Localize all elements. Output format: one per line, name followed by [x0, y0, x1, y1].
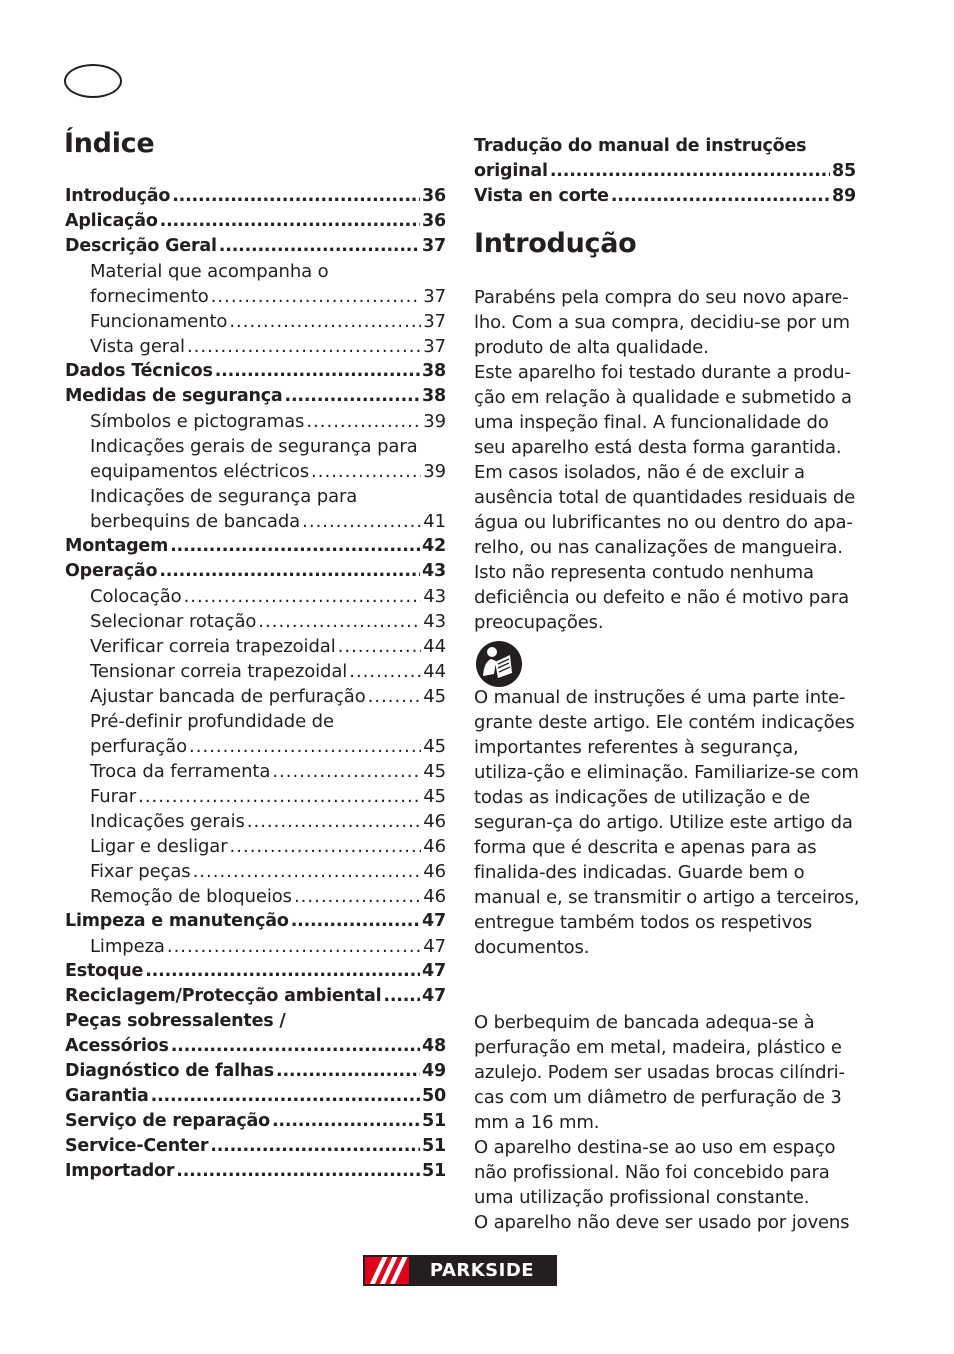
toc-entry-label: Garantia: [65, 1086, 149, 1106]
toc-entry: [474, 184, 856, 209]
toc-entry-page: 47: [422, 961, 446, 981]
toc-leader: [294, 884, 421, 909]
toc-entry-page: 38: [422, 386, 446, 406]
toc-leader: [230, 834, 422, 859]
toc-entry-label: Serviço de reparação: [65, 1111, 270, 1131]
toc-leader: [311, 459, 421, 484]
toc-leader: [160, 209, 420, 234]
toc-leader: [215, 359, 420, 384]
application-paragraph-3: O aparelho não deve ser usado por jovens: [474, 1212, 850, 1233]
toc-entry-page: 37: [423, 311, 446, 332]
toc-entry: [65, 1134, 446, 1159]
table-of-contents-continued: [474, 134, 856, 209]
toc-entry-label: Limpeza: [90, 936, 165, 957]
intro-text: [474, 285, 860, 635]
toc-entry-page: 38: [422, 361, 446, 381]
toc-entry-label: Vista en corte: [474, 186, 609, 206]
index-title: Índice: [64, 128, 155, 159]
toc-leader: [229, 309, 421, 334]
toc-entry: [474, 159, 856, 184]
toc-entry-page: 47: [423, 936, 446, 957]
toc-entry-page: 46: [423, 836, 446, 857]
toc-entry-label: Símbolos e pictogramas: [90, 411, 305, 432]
toc-entry: [65, 309, 446, 334]
toc-leader: [383, 984, 420, 1009]
toc-leader: [611, 184, 830, 209]
toc-entry-label: Fixar peças: [90, 861, 191, 882]
toc-leader: [187, 334, 421, 359]
toc-leader: [171, 1034, 420, 1059]
toc-entry: [65, 559, 446, 584]
toc-entry: [65, 909, 446, 934]
toc-leader: [368, 684, 422, 709]
toc-entry-page: 51: [422, 1136, 446, 1156]
toc-entry: [65, 684, 446, 709]
toc-entry-label: fornecimento: [90, 286, 209, 307]
toc-entry: [65, 884, 446, 909]
toc-entry-label: Material que acompanha o: [90, 261, 329, 282]
toc-entry: [65, 434, 446, 459]
toc-entry-label: Pré-definir profundidade de: [90, 711, 334, 732]
toc-entry-label: Peças sobressalentes /: [65, 1011, 286, 1031]
toc-entry-page: 36: [422, 186, 446, 206]
toc-leader: [211, 284, 422, 309]
toc-entry-label: Colocação: [90, 586, 182, 607]
toc-leader: [349, 659, 421, 684]
table-of-contents: [65, 184, 446, 1184]
toc-entry-page: 50: [422, 1086, 446, 1106]
language-badge: [64, 64, 122, 98]
application-paragraph-2: O aparelho destina-se ao uso em espaço não profissional. Não foi concebido para uma utilização profissional constante.: [474, 1137, 836, 1208]
toc-entry-label: Indicações gerais: [90, 811, 245, 832]
toc-leader: [193, 859, 422, 884]
toc-leader: [272, 1109, 420, 1134]
toc-entry: [65, 409, 446, 434]
toc-leader: [306, 409, 421, 434]
toc-entry-page: 42: [422, 536, 446, 556]
toc-leader: [302, 509, 421, 534]
toc-leader: [338, 634, 422, 659]
toc-entry: [65, 609, 446, 634]
intro-paragraph-2: Este aparelho foi testado durante a produ-ção em relação à qualidade e submetido a uma inspeção final. A funcionalidade do seu aparelho está desta forma garantida. Em casos isolados, não é de excluir a ausência total de quantidades residuais de água ou lubrificantes no ou dentro do apa-relho, ou nas canalizações de mangueira. Isto não representa contudo nenhuma deficiência ou defeito e não é motivo para preocupações.: [474, 362, 856, 633]
toc-entry-page: 37: [423, 286, 446, 307]
toc-entry-page: 44: [423, 636, 446, 657]
toc-entry-page: 48: [422, 1036, 446, 1056]
toc-leader: [219, 234, 420, 259]
toc-entry-page: 47: [422, 986, 446, 1006]
toc-entry-page: 85: [832, 161, 856, 181]
toc-leader: [247, 809, 422, 834]
toc-entry: [65, 484, 446, 509]
toc-entry-page: 49: [422, 1061, 446, 1081]
toc-leader: [151, 1084, 420, 1109]
logo-wordmark: PARKSIDE: [409, 1257, 555, 1284]
logo-stripes: [365, 1257, 409, 1284]
toc-entry: [65, 359, 446, 384]
toc-entry-label: equipamentos eléctricos: [90, 461, 310, 482]
toc-entry: [65, 709, 446, 734]
parkside-logo: [363, 1255, 557, 1286]
toc-entry-label: Ligar e desligar: [90, 836, 228, 857]
toc-entry: [65, 934, 446, 959]
toc-entry-label: Acessórios: [65, 1036, 169, 1056]
toc-entry: [65, 834, 446, 859]
toc-leader: [172, 184, 420, 209]
toc-entry-page: 46: [423, 861, 446, 882]
toc-entry: [65, 584, 446, 609]
toc-entry-page: 46: [423, 811, 446, 832]
toc-entry-label: Dados Técnicos: [65, 361, 213, 381]
toc-entry-label: Ajustar bancada de perfuração: [90, 686, 366, 707]
toc-entry: [65, 334, 446, 359]
toc-entry-page: 37: [423, 336, 446, 357]
toc-entry-page: 47: [422, 911, 446, 931]
toc-entry: [65, 284, 446, 309]
toc-entry-label: Descrição Geral: [65, 236, 217, 256]
toc-entry-label: Remoção de bloqueios: [90, 886, 292, 907]
toc-entry-label: Furar: [90, 786, 137, 807]
read-manual-icon: [474, 640, 524, 688]
toc-leader: [550, 159, 830, 184]
toc-entry: [65, 1159, 446, 1184]
toc-entry-label: Importador: [65, 1161, 175, 1181]
toc-entry: [65, 984, 446, 1009]
toc-entry-page: 45: [423, 786, 446, 807]
toc-entry-page: 37: [422, 236, 446, 256]
toc-entry-label: Tradução do manual de instruções: [474, 136, 807, 156]
toc-entry-label: Funcionamento: [90, 311, 228, 332]
toc-entry-label: berbequins de bancada: [90, 511, 301, 532]
toc-leader: [210, 1134, 420, 1159]
toc-entry-label: Indicações gerais de segurança para: [90, 436, 418, 457]
toc-leader: [184, 584, 422, 609]
toc-leader: [276, 1059, 420, 1084]
toc-entry-label: Reciclagem/Protecção ambiental: [65, 986, 382, 1006]
toc-entry: [65, 1009, 446, 1034]
toc-entry-label: original: [474, 161, 548, 181]
toc-entry: [65, 259, 446, 284]
toc-entry-page: 43: [422, 561, 446, 581]
toc-entry-label: Estoque: [65, 961, 144, 981]
toc-entry: [65, 234, 446, 259]
toc-leader: [145, 959, 420, 984]
toc-entry-label: Aplicação: [65, 211, 158, 231]
intro-paragraph-1: Parabéns pela compra do seu novo apare-lho. Com a sua compra, decidiu-se por um produto de alta qualidade.: [474, 287, 850, 358]
toc-entry: [65, 459, 446, 484]
toc-entry-label: Service-Center: [65, 1136, 209, 1156]
toc-entry-page: 51: [422, 1111, 446, 1131]
toc-entry: [65, 959, 446, 984]
application-paragraph-1: O berbequim de bancada adequa-se à perfuração em metal, madeira, plástico e azulejo. Podem ser usadas brocas cilíndri-cas com um diâmetro de perfuração de 3 mm a 16 mm.: [474, 1012, 845, 1133]
toc-entry: [65, 209, 446, 234]
toc-leader: [291, 909, 420, 934]
toc-entry: [65, 184, 446, 209]
toc-leader: [167, 934, 421, 959]
toc-entry-page: 45: [423, 736, 446, 757]
toc-entry: [65, 659, 446, 684]
toc-entry: [65, 734, 446, 759]
toc-entry: [65, 759, 446, 784]
toc-entry: [65, 1059, 446, 1084]
toc-entry-page: 39: [423, 411, 446, 432]
toc-entry: [474, 134, 856, 159]
toc-entry-page: 41: [423, 511, 446, 532]
toc-entry-page: 43: [423, 586, 446, 607]
application-text: [474, 1010, 860, 1235]
toc-entry: [65, 634, 446, 659]
toc-leader: [170, 534, 420, 559]
toc-entry-page: 43: [423, 611, 446, 632]
intro-title: Introdução: [474, 228, 637, 259]
toc-entry: [65, 509, 446, 534]
toc-entry-page: 44: [423, 661, 446, 682]
toc-leader: [176, 1159, 420, 1184]
toc-entry: [65, 859, 446, 884]
toc-entry: [65, 1034, 446, 1059]
toc-entry-label: Medidas de segurança: [65, 386, 283, 406]
toc-entry-label: Operação: [65, 561, 158, 581]
toc-leader: [272, 759, 421, 784]
toc-entry-label: perfuração: [90, 736, 188, 757]
toc-entry-label: Introdução: [65, 186, 171, 206]
toc-entry-label: Diagnóstico de falhas: [65, 1061, 275, 1081]
toc-entry-label: Limpeza e manutenção: [65, 911, 289, 931]
toc-leader: [258, 609, 421, 634]
manual-notice-text: [474, 685, 860, 960]
toc-entry-label: Tensionar correia trapezoidal: [90, 661, 348, 682]
toc-entry-page: 39: [423, 461, 446, 482]
toc-entry: [65, 1084, 446, 1109]
toc-leader: [138, 784, 421, 809]
toc-entry: [65, 809, 446, 834]
toc-entry: [65, 384, 446, 409]
toc-entry-page: 51: [422, 1161, 446, 1181]
toc-entry: [65, 784, 446, 809]
toc-entry-page: 45: [423, 761, 446, 782]
toc-entry-label: Troca da ferramenta: [90, 761, 271, 782]
toc-entry: [65, 534, 446, 559]
toc-leader: [285, 384, 421, 409]
toc-leader: [159, 559, 420, 584]
toc-entry-label: Montagem: [65, 536, 169, 556]
toc-entry: [65, 1109, 446, 1134]
toc-entry-label: Vista geral: [90, 336, 185, 357]
toc-entry-label: Indicações de segurança para: [90, 486, 358, 507]
toc-entry-page: 89: [832, 186, 856, 206]
toc-entry-page: 36: [422, 211, 446, 231]
toc-entry-label: Verificar correia trapezoidal: [90, 636, 336, 657]
toc-entry-page: 46: [423, 886, 446, 907]
toc-leader: [189, 734, 421, 759]
toc-entry-page: 45: [423, 686, 446, 707]
manual-paragraph: O manual de instruções é uma parte inte-grante deste artigo. Ele contém indicações importantes referentes à segurança, utiliza-ção e eliminação. Familiarize-se com todas as indicações de utilização e de seguran-ça do artigo. Utilize este artigo da forma que é descrita e apenas para as finalida-des indicadas. Guarde bem o manual e, se transmitir o artigo a terceiros, entregue também todos os respetivos documentos.: [474, 687, 860, 958]
toc-entry-label: Selecionar rotação: [90, 611, 257, 632]
